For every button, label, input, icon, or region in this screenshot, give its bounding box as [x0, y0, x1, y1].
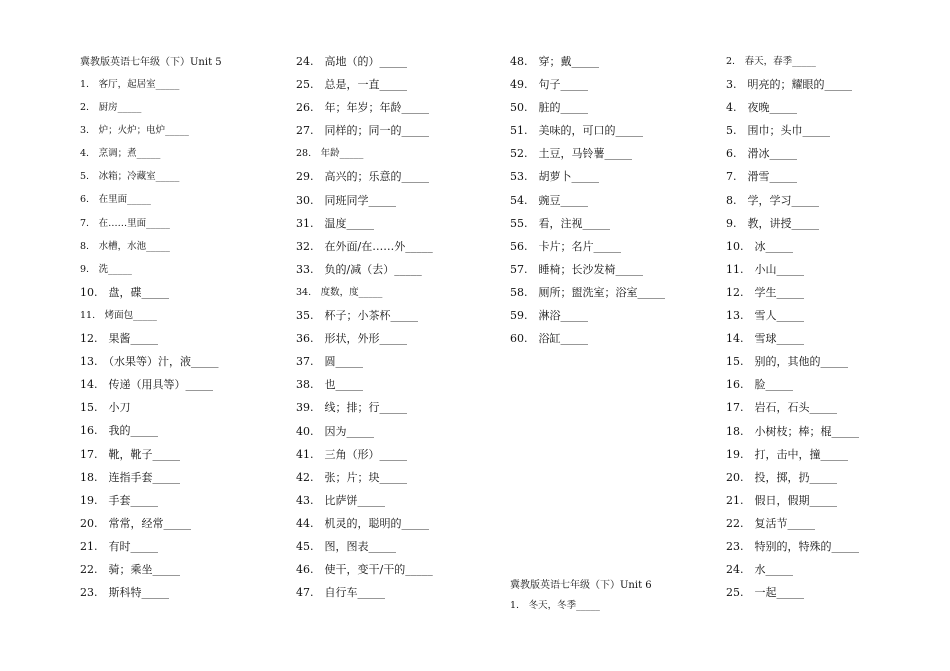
vocab-item: 31. 温度_____ — [296, 216, 374, 230]
vocab-item: 3. 炉；火炉；电炉_____ — [80, 125, 189, 137]
unit5-list-col3 — [510, 50, 665, 350]
unit6-list-col3 — [510, 594, 600, 617]
vocab-item: 19. 手套_____ — [80, 493, 158, 507]
vocab-item: 2. 厨房_____ — [80, 102, 142, 114]
vocab-item: 16. 我的_____ — [80, 424, 158, 438]
vocab-item: 52. 土豆，马铃薯_____ — [510, 147, 632, 161]
vocab-item: 49. 句子_____ — [510, 78, 588, 92]
vocab-item: 5. 冰箱；冷藏室_____ — [80, 171, 180, 183]
vocab-item: 4. 夜晚_____ — [726, 101, 797, 115]
vocab-item: 28. 年龄_____ — [296, 148, 364, 160]
vocab-item: 59. 淋浴_____ — [510, 309, 588, 323]
vocab-item: 5. 围巾；头巾_____ — [726, 124, 830, 138]
vocab-item: 11. 烤面包_____ — [80, 309, 157, 321]
vocab-item: 9. 教，讲授_____ — [726, 216, 819, 230]
vocab-item: 19. 打，击中，撞_____ — [726, 447, 848, 461]
vocab-item: 54. 豌豆_____ — [510, 193, 588, 207]
vocab-item: 15. 别的，其他的_____ — [726, 355, 848, 369]
vocab-item: 7. 滑雪_____ — [726, 170, 797, 184]
vocab-item: 23. 斯科特_____ — [80, 586, 169, 600]
vocab-item: 26. 年；年岁；年龄_____ — [296, 101, 429, 115]
vocab-item: 17. 靴，靴子_____ — [80, 447, 180, 461]
vocab-item: 47. 自行车_____ — [296, 586, 385, 600]
vocab-item: 1. 冬天，冬季_____ — [510, 600, 600, 611]
vocab-item: 25. 一起_____ — [726, 586, 804, 600]
vocab-item: 6. 滑冰_____ — [726, 147, 797, 161]
vocab-item: 13. （水果等）汁，液_____ — [80, 355, 219, 369]
vocab-item: 10. 盘，碟_____ — [80, 285, 169, 299]
vocab-item: 58. 厕所；盥洗室；浴室_____ — [510, 285, 665, 299]
vocab-item: 18. 连指手套_____ — [80, 470, 180, 484]
vocab-item: 41. 三角（形）_____ — [296, 447, 407, 461]
vocab-item: 32. 在外面/在……外_____ — [296, 239, 433, 253]
vocab-item: 38. 也_____ — [296, 378, 363, 392]
vocab-item: 20. 常常，经常_____ — [80, 516, 191, 530]
vocab-item: 13. 雪人_____ — [726, 309, 804, 323]
vocab-item: 42. 张；片；块_____ — [296, 470, 407, 484]
vocab-item: 24. 水_____ — [726, 563, 793, 577]
vocab-item: 25. 总是，一直_____ — [296, 78, 407, 92]
vocab-item: 16. 脸_____ — [726, 378, 793, 392]
vocab-item: 36. 形状，外形_____ — [296, 332, 407, 346]
vocab-item: 14. 传递（用具等）_____ — [80, 378, 213, 392]
vocab-item: 40. 因为_____ — [296, 424, 374, 438]
vocab-item: 12. 果酱_____ — [80, 332, 158, 346]
vocab-item: 33. 负的/减（去）_____ — [296, 262, 422, 276]
vocab-item: 6. 在里面_____ — [80, 194, 151, 206]
vocab-item: 8. 水槽，水池_____ — [80, 240, 170, 252]
vocab-item: 10. 冰_____ — [726, 239, 793, 253]
vocab-item: 14. 雪球_____ — [726, 332, 804, 346]
vocab-item: 56. 卡片；名片_____ — [510, 239, 621, 253]
vocab-item: 21. 有时_____ — [80, 539, 158, 553]
vocab-item: 48. 穿；戴_____ — [510, 55, 599, 68]
vocab-item: 43. 比萨饼_____ — [296, 493, 385, 507]
vocab-item: 50. 脏的_____ — [510, 101, 588, 115]
vocab-item: 4. 烹调；煮_____ — [80, 148, 161, 160]
vocab-item: 22. 复活节_____ — [726, 516, 815, 530]
vocab-item: 21. 假日，假期_____ — [726, 493, 837, 507]
vocab-item: 51. 美味的，可口的_____ — [510, 124, 643, 138]
vocab-item: 22. 骑；乘坐_____ — [80, 562, 180, 576]
unit5-list-col1 — [80, 73, 219, 604]
vocab-item: 20. 投，掷，扔_____ — [726, 470, 837, 484]
vocab-item: 3. 明亮的；耀眼的_____ — [726, 78, 852, 92]
vocab-item: 37. 圆_____ — [296, 355, 363, 369]
vocab-item: 15. 小刀 — [80, 401, 131, 415]
unit6-title: 冀教版英语七年级（下）Unit 6 — [510, 580, 652, 591]
vocab-item: 9. 洗_____ — [80, 263, 132, 275]
vocab-item: 2. 春天，春季_____ — [726, 56, 816, 67]
vocab-item: 35. 杯子；小茶杯_____ — [296, 309, 418, 323]
vocab-item: 18. 小树枝；棒；棍_____ — [726, 424, 859, 438]
vocab-item: 27. 同样的；同一的_____ — [296, 124, 429, 138]
vocab-item: 11. 小山_____ — [726, 262, 804, 276]
vocab-item: 23. 特别的，特殊的_____ — [726, 539, 859, 553]
unit5-list-col2 — [296, 50, 433, 604]
vocab-item: 44. 机灵的，聪明的_____ — [296, 516, 429, 530]
unit5-title: 冀教版英语七年级（下）Unit 5 — [80, 57, 222, 68]
vocab-item: 60. 浴缸_____ — [510, 332, 588, 346]
vocab-item: 30. 同班同学_____ — [296, 193, 396, 207]
vocab-item: 46. 使干，变干/干的_____ — [296, 563, 433, 577]
vocab-item: 34. 度数，度_____ — [296, 286, 383, 298]
vocab-item: 1. 客厅，起居室_____ — [80, 79, 180, 90]
vocab-item: 55. 看，注视_____ — [510, 216, 610, 230]
vocab-item: 53. 胡萝卜_____ — [510, 170, 599, 184]
unit6-list-col4 — [726, 50, 859, 604]
vocab-item: 45. 图，图表_____ — [296, 539, 396, 553]
vocab-item: 39. 线；排；行_____ — [296, 401, 407, 415]
vocab-item: 29. 高兴的；乐意的_____ — [296, 170, 429, 184]
vocab-item: 8. 学，学习_____ — [726, 193, 819, 207]
vocab-item: 7. 在……里面_____ — [80, 217, 170, 229]
vocab-item: 17. 岩石，石头_____ — [726, 401, 837, 415]
vocab-item: 12. 学生_____ — [726, 285, 804, 299]
vocab-item: 57. 睡椅；长沙发椅_____ — [510, 262, 643, 276]
vocab-item: 24. 高地（的）_____ — [296, 55, 407, 68]
